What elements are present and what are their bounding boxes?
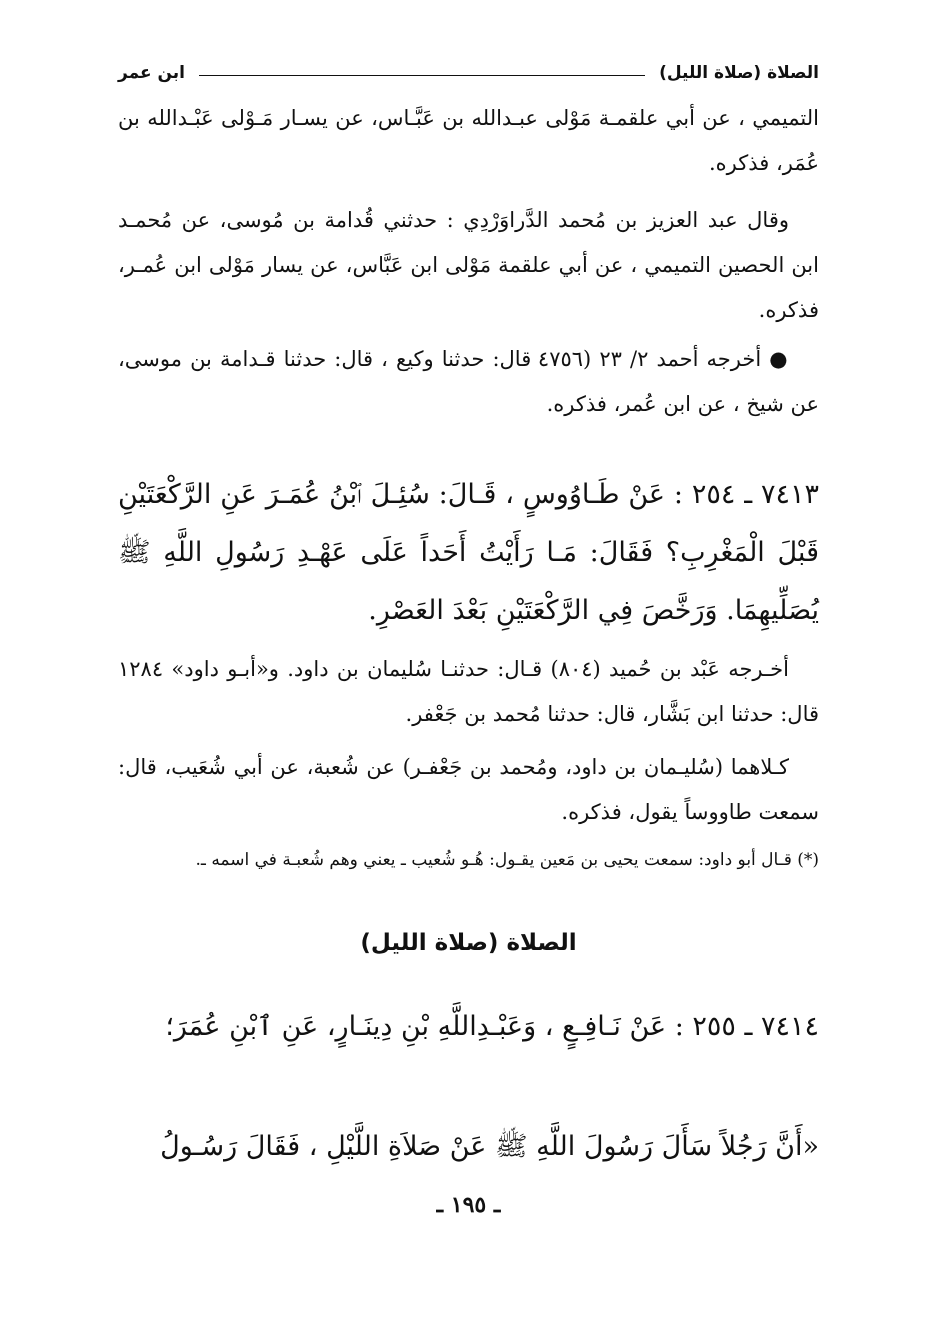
footnote-1: (*) قـال أبو داود: سمعت يحيى بن مَعين يقـول: هُـو شُعيب ـ يعني وهم شُعبـة في اسمه ـ.	[195, 850, 819, 870]
paragraph-3: ● أخرجه أحمد ٢/ ٢٣ (٤٧٥٦ قال: حدثنا وكيع ، قال: حدثنا قـدامة بن موسى، عن شيخ ، عن ابن عُمر، فذكره.	[118, 347, 819, 416]
hadith-block-3	[118, 1118, 819, 1176]
hadith-7414: ٧٤١٤ ـ ٢٥٥ : عَنْ نَـافِـعٍ ، وَعَبْـدِاللَّهِ بْنِ دِينَـارٍ، عَنِ ٱبْنِ عُمَرَ؛	[165, 1011, 819, 1042]
paragraph-continuation	[118, 96, 819, 186]
paragraph-block-4	[118, 647, 819, 737]
hadith-block-2	[118, 998, 819, 1056]
paragraph-1: التميمي ، عن أبي علقمـة مَوْلى عبـدالله بن عَبَّـاس، عن يسـار مَـوْلى عَبْـدالله بن عُمَر، فذكره.	[118, 106, 819, 175]
paragraph-block-2	[118, 198, 819, 333]
hadith-7414-text: «أَنَّ رَجُلاً سَأَلَ رَسُولَ اللَّهِ ﷺ عَنْ صَلاَةِ اللَّيْلِ ، فَقَالَ رَسُـولُ	[160, 1131, 819, 1162]
header-rule	[199, 75, 645, 76]
paragraph-2: وقال عبد العزيز بن مُحمد الدَّراوَرْدِي : حدثني قُدامة بن مُوسى، عن مُحمـد ابن الحصين التميمي ، عن أبي علقمة مَوْلى ابن عَبَّاس، عن يسار مَوْلى ابن عُمـر، فذكره.	[118, 208, 819, 322]
hadith-7413: ٧٤١٣ ـ ٢٥٤ : عَنْ طَـاوُوسٍ ، قَـالَ: سُئِـلَ ٱبْنُ عُمَـرَ عَنِ الرَّكْعَتَيْنِ قَبْلَ الْمَغْرِبِ؟ فَقَالَ: مَـا رَأَيْتُ أَحَداً عَلَى عَهْـدِ رَسُولِ اللَّهِ ﷺ يُصَلِّيهِمَا. وَرَخَّصَ فِي الرَّكْعَتَيْنِ بَعْدَ العَصْرِ.	[118, 479, 819, 626]
section-heading-block	[118, 930, 819, 956]
hadith-block-1	[118, 466, 819, 640]
paragraph-4: أخـرجه عَبْد بن حُميد (٨٠٤) قـال: حدثنـا سُليمان بن داود. و«أبـو داود» ١٢٨٤ قال: حدثنا ابن بَشَّار، قال: حدثنا مُحمد بن جَعْفر.	[118, 657, 819, 726]
page-number: ـ ١٩٥ ـ	[436, 1192, 501, 1218]
header-narrator: ابن عمر	[118, 63, 186, 83]
footnote-block	[118, 842, 819, 878]
running-header	[118, 60, 819, 86]
paragraph-block-5	[118, 745, 819, 835]
header-chapter: الصلاة (صلاة الليل)	[659, 63, 819, 83]
paragraph-5: كـلاهما (سُليـمان بن داود، ومُحمد بن جَعْفـر) عن شُعبة، عن أبي شُعَيب، قال: سمعت طاووساً يقول، فذكره.	[118, 755, 819, 824]
paragraph-block-3	[118, 337, 819, 427]
section-title: الصلاة (صلاة الليل)	[360, 930, 577, 956]
